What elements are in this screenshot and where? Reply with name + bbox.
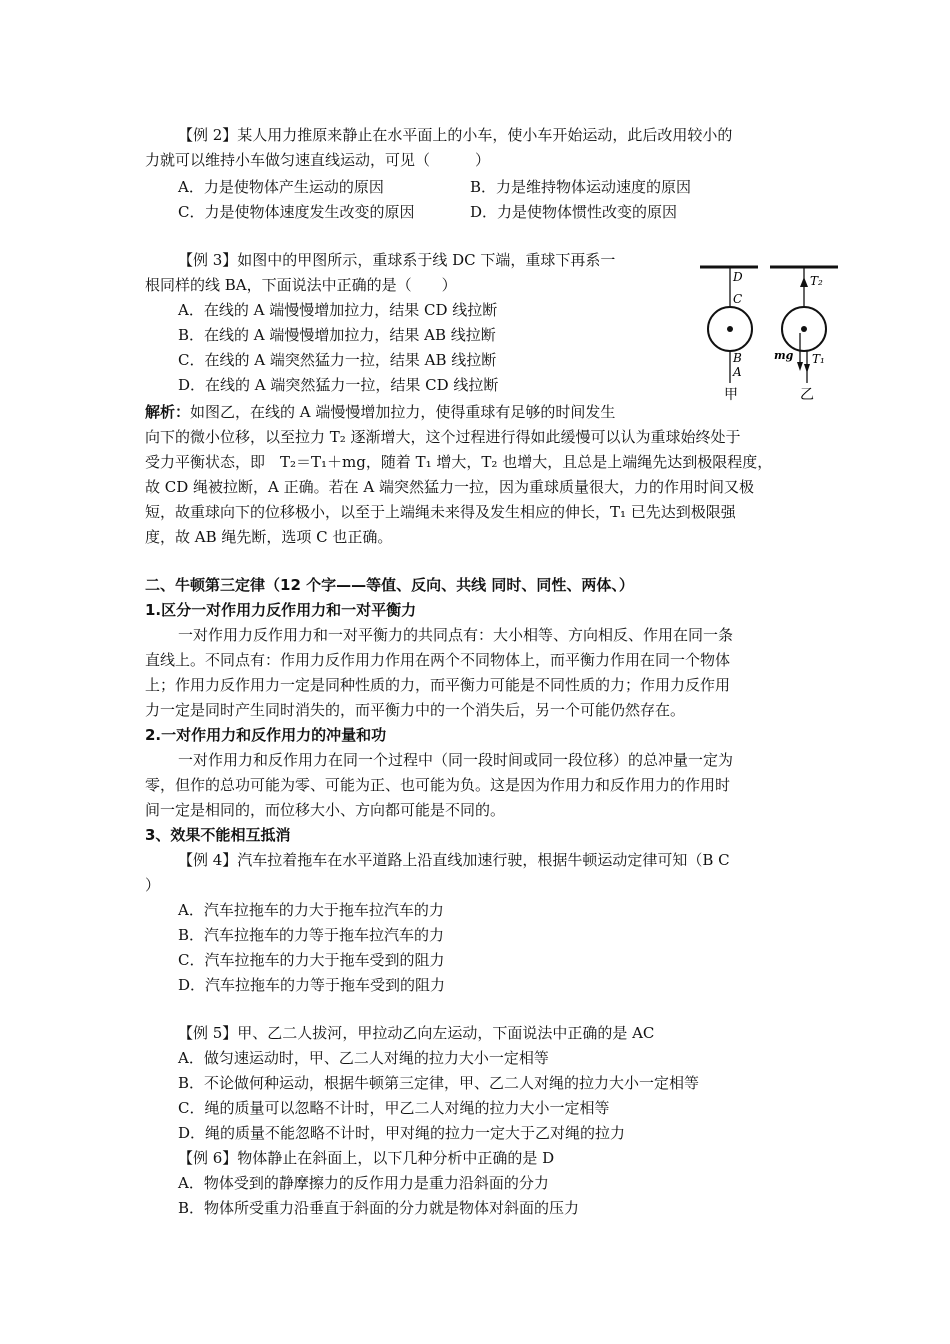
ex6-option-a: A．物体受到的静摩擦力的反作用力是重力沿斜面的分力: [178, 1174, 549, 1192]
arrow-t2: [800, 277, 808, 287]
ex3-analysis-line-5: 短，故重球向下的位移极小，以至于上端绳未来得及发生相应的伸长，T₁ 已先达到极限强: [145, 503, 736, 521]
subsection-1-paragraph-line-3: 上；作用力反作用力一定是同种性质的力，而平衡力可能是不同性质的力；作用力反作用: [145, 676, 731, 694]
ex2-option-a: A．力是使物体产生运动的原因: [178, 178, 384, 196]
analysis-label: 解析：: [145, 403, 191, 421]
analysis-text-1: 如图乙，在线的 A 端慢慢增加拉力，使得重球有足够的时间发生: [190, 403, 616, 421]
label-b: B: [733, 351, 742, 365]
label-yi: 乙: [800, 387, 814, 403]
label-t2: T₂: [810, 274, 823, 288]
label-mg: mg: [774, 349, 794, 362]
arrow-mg: [797, 362, 803, 371]
subsection-3-heading: 3、效果不能相互抵消: [145, 826, 291, 844]
subsection-2-paragraph-line-1: 一对作用力和反作用力在同一个过程中（同一段时间或同一段位移）的总冲量一定为: [178, 751, 734, 769]
label-d: D: [733, 270, 743, 284]
ex4-stem-line-2: ）: [145, 876, 161, 894]
ex3-analysis-line-2: 向下的微小位移，以至拉力 T₂ 逐渐增大，这个过程进行得如此缓慢可以认为重球始终处于: [145, 428, 741, 446]
ex2-option-b: B．力是维持物体运动速度的原因: [470, 178, 692, 196]
ex5-option-b: B．不论做何种运动，根据牛顿第三定律，甲、乙二人对绳的拉力大小一定相等: [178, 1074, 700, 1092]
ex2-stem-line-1: 【例 2】某人用力推原来静止在水平面上的小车，使小车开始运动，此后改用较小的: [178, 126, 733, 144]
ex6-option-b: B．物体所受重力沿垂直于斜面的分力就是物体对斜面的压力: [178, 1199, 580, 1217]
ex3-option-a: A．在线的 A 端慢慢增加拉力，结果 CD 线拉断: [178, 301, 498, 319]
subsection-2-paragraph-line-2: 零，但作的总功可能为零、可能为正、也可能为负。这是因为作用力和反作用力的作用时: [145, 776, 731, 794]
ex2-option-d: D．力是使物体惯性改变的原因: [470, 203, 678, 221]
ex3-option-b: B．在线的 A 端慢慢增加拉力，结果 AB 线拉断: [178, 326, 496, 344]
ball-right-center: [801, 326, 807, 332]
ex3-stem-line-1: 【例 3】如图中的甲图所示，重球系于线 DC 下端，重球下再系一: [178, 251, 616, 269]
label-jia: 甲: [724, 387, 738, 403]
ex4-stem-line-1: 【例 4】汽车拉着拖车在水平道路上沿直线加速行驶，根据牛顿运动定律可知（B C: [178, 851, 730, 869]
subsection-1-paragraph-line-4: 力一定是同时产生同时消失的，而平衡力中的一个消失后，另一个可能仍然存在。: [145, 701, 686, 719]
label-t1: T₁: [812, 352, 825, 366]
ex4-option-d: D．汽车拉拖车的力等于拖车受到的阻力: [178, 976, 446, 994]
ex3-analysis-line-3: 受力平衡状态，即 T₂＝T₁＋mg，随着 T₁ 增大，T₂ 也增大，且总是上端绳先达到极限程度，: [145, 453, 773, 471]
subsection-1-paragraph-line-1: 一对作用力反作用力和一对平衡力的共同点有：大小相等、方向相反、作用在同一条: [178, 626, 734, 644]
ex3-analysis-line-4: 故 CD 绳被拉断，A 正确。若在 A 端突然猛力一拉，因为重球质量很大，力的作用时间又极: [145, 478, 755, 496]
ex3-analysis-line-1: [145, 402, 615, 422]
section-2-heading: 二、牛顿第三定律（12 个字——等值、反向、共线 同时、同性、两体、）: [145, 576, 634, 594]
ex3-analysis-line-6: 度，故 AB 绳先断，选项 C 也正确。: [145, 528, 393, 546]
ex5-option-d: D．绳的质量不能忽略不计时，甲对绳的拉力一定大于乙对绳的拉力: [178, 1124, 626, 1142]
subsection-2-heading: 2.一对作用力和反作用力的冲量和功: [145, 726, 387, 744]
ex2-stem-line-2: 力就可以维持小车做匀速直线运动，可见（ ）: [145, 151, 491, 169]
ex3-option-d: D．在线的 A 端突然猛力一拉，结果 CD 线拉断: [178, 376, 499, 394]
subsection-2-paragraph-line-3: 间一定是相同的，而位移大小、方向都可能是不同的。: [145, 801, 506, 819]
ex5-option-c: C．绳的质量可以忽略不计时，甲乙二人对绳的拉力大小一定相等: [178, 1099, 610, 1117]
ex4-option-c: C．汽车拉拖车的力大于拖车受到的阻力: [178, 951, 445, 969]
ex4-option-b: B．汽车拉拖车的力等于拖车拉汽车的力: [178, 926, 445, 944]
ex2-option-c: C．力是使物体速度发生改变的原因: [178, 203, 415, 221]
ex6-stem: 【例 6】物体静止在斜面上，以下几种分析中正确的是 D: [178, 1149, 555, 1167]
ex5-stem: 【例 5】甲、乙二人拔河，甲拉动乙向左运动，下面说法中正确的是 AC: [178, 1024, 655, 1042]
subsection-1-heading: 1.区分一对作用力反作用力和一对平衡力: [145, 601, 417, 619]
subsection-1-paragraph-line-2: 直线上。不同点有：作用力反作用力作用在两个不同物体上，而平衡力作用在同一个物体: [145, 651, 731, 669]
label-c: C: [733, 292, 743, 306]
label-a: A: [733, 365, 742, 379]
ex3-stem-line-2: 根同样的线 BA，下面说法中正确的是（ ）: [145, 276, 457, 294]
arrow-t1: [804, 364, 810, 373]
ex5-option-a: A．做匀速运动时，甲、乙二人对绳的拉力大小一定相等: [178, 1049, 549, 1067]
ball-left-center: [727, 326, 733, 332]
ex4-option-a: A．汽车拉拖车的力大于拖车拉汽车的力: [178, 901, 444, 919]
ball-string-figure: [690, 255, 860, 405]
ex3-option-c: C．在线的 A 端突然猛力一拉，结果 AB 线拉断: [178, 351, 497, 369]
